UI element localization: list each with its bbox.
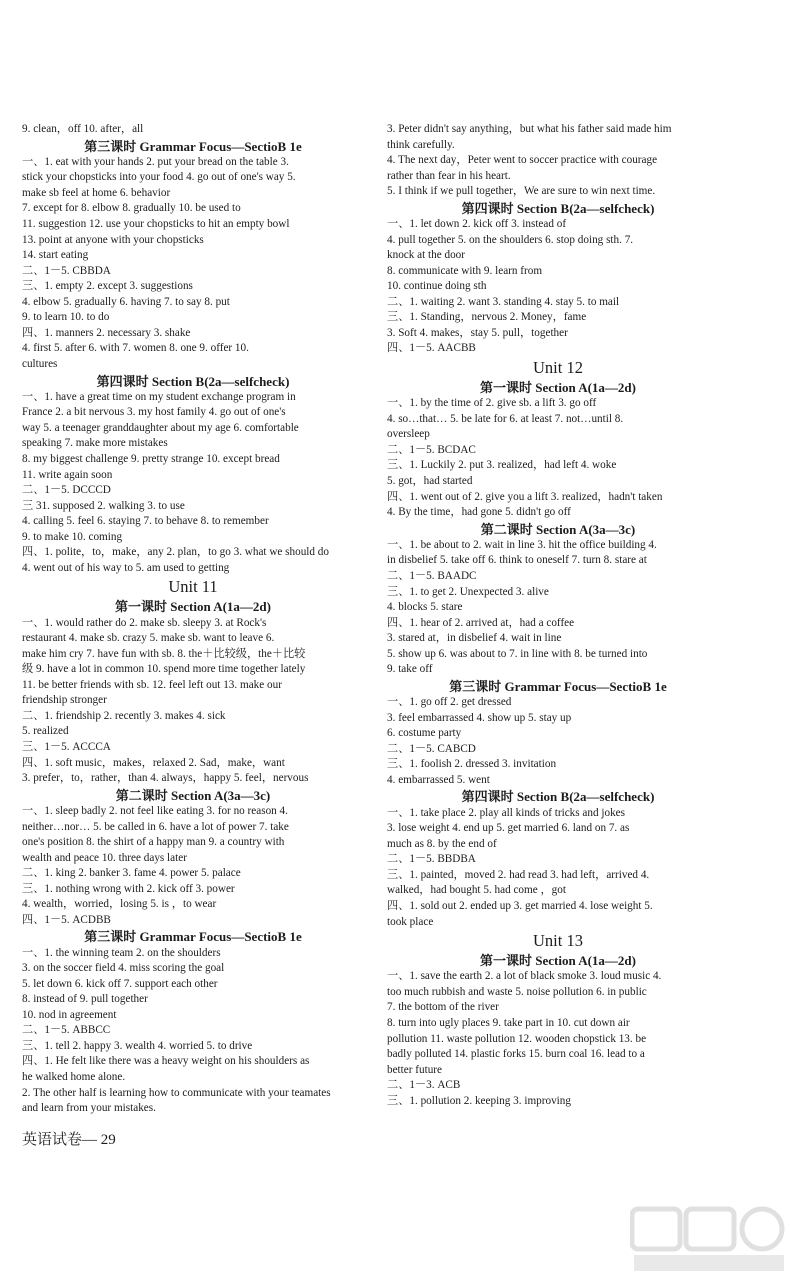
answer-line: 8. communicate with 9. learn from	[387, 264, 543, 277]
answer-line: in disbelief 5. take off 6. think to oneself 7. turn 8. stare at	[387, 554, 647, 567]
answer-line: cultures	[22, 357, 58, 370]
answer-line: way 5. a teenager granddaughter about my age 6. comfortable	[22, 421, 299, 434]
answer-line: 四、1. manners 2. necessary 3. shake	[22, 326, 191, 339]
answer-line: 3. feel embarrassed 4. show up 5. stay up	[387, 711, 572, 724]
answer-line: 一、1. save the earth 2. a lot of black smoke 3. loud music 4.	[387, 970, 662, 983]
answer-line: 11. be better friends with sb. 12. feel left out 13. make our	[22, 678, 282, 691]
answer-line: 一、1. eat with your hands 2. put your bread on the table 3.	[22, 155, 289, 168]
answer-line: 四、1－5. AACBB	[387, 342, 476, 355]
answer-line: 3. on the soccer field 4. miss scoring the goal	[22, 962, 225, 975]
answer-line: 8. instead of 9. pull together	[22, 993, 148, 1006]
answer-line: oversleep	[387, 428, 430, 441]
answer-line: 3. prefer，to，rather，than 4. always，happy 5. feel，nervous	[22, 772, 309, 785]
answer-line: 二、1. friendship 2. recently 3. makes 4. sick	[22, 709, 226, 722]
answer-line: friendship stronger	[22, 694, 107, 707]
answer-line: 9. take off	[387, 663, 433, 676]
unit-heading: Unit 13	[533, 931, 583, 951]
answer-line: 二、1－5. DCCCD	[22, 484, 111, 497]
answer-line: make sb feel at home 6. behavior	[22, 186, 171, 199]
answer-line: 14. start eating	[22, 249, 89, 262]
answer-column-right	[387, 122, 729, 1109]
answer-line: 三、1. to get 2. Unexpected 3. alive	[387, 585, 549, 598]
answer-line: 11. suggestion 12. use your chopsticks to hit an empty bowl	[22, 218, 290, 231]
answer-line: 一、1. sleep badly 2. not feel like eating 3. for no reason 4.	[22, 804, 288, 817]
answer-line: 4. wealth，worried，losing 5. is ，to wear	[22, 898, 217, 911]
answer-line: 2. The other half is learning how to communicate with your teamates	[22, 1086, 331, 1099]
answer-line: 一、1. the winning team 2. on the shoulders	[22, 946, 221, 959]
answer-line: wealth and peace 10. three days later	[22, 851, 187, 864]
answer-line: 二、1－3. ACB	[387, 1079, 461, 1092]
answer-line: 三、1. nothing wrong with 2. kick off 3. power	[22, 882, 235, 895]
lesson-heading: 第三课时 Grammar Focus—SectioB 1e	[84, 929, 302, 945]
unit-heading: Unit 11	[168, 577, 218, 597]
answer-line: speaking 7. make more mistakes	[22, 437, 168, 450]
answer-line: 5. got，had started	[387, 474, 473, 487]
answer-line: 3. Peter didn't say anything，but what his father said made him	[387, 123, 672, 135]
answer-column-left	[22, 122, 364, 1117]
answer-line: took place	[387, 915, 434, 928]
answer-line: stick your chopsticks into your food 4. go out of one's way 5.	[22, 171, 296, 184]
answer-line: 5. show up 6. was about to 7. in line with 8. be turned into	[387, 647, 648, 660]
lesson-heading: 第四课时 Section B(2a—selfcheck)	[461, 789, 655, 805]
answer-line: 10. nod in agreement	[22, 1008, 117, 1021]
lesson-heading: 第三课时 Grammar Focus—SectioB 1e	[449, 678, 667, 694]
answer-line: 5. I think if we pull together，We are sure to win next time.	[387, 185, 656, 198]
answer-line: 3. Soft 4. makes，stay 5. pull，together	[387, 326, 568, 339]
answer-line: 三、1. tell 2. happy 3. wealth 4. worried 5. to drive	[22, 1039, 253, 1052]
answer-line: make him cry 7. have fun with sb. 8. the＋比较级，the＋比较	[22, 647, 306, 660]
answer-line: France 2. a bit nervous 3. my host family 4. go out of one's	[22, 406, 286, 419]
answer-line: 8. turn into ugly places 9. take part in 10. cut down air	[387, 1017, 630, 1030]
answer-line: walked，had bought 5. had come ，got	[387, 884, 566, 897]
answer-line: 5. realized	[22, 725, 69, 738]
answer-line: 四、1. sold out 2. ended up 3. get married 4. lose weight 5.	[387, 900, 653, 912]
answer-line: 4. blocks 5. stare	[387, 601, 463, 614]
answer-line: 4. calling 5. feel 6. staying 7. to behave 8. to remember	[22, 515, 269, 528]
answer-line: 4. By the time，had gone 5. didn't go off	[387, 506, 571, 519]
answer-line: 4. The next day，Peter went to soccer practice with courage	[387, 154, 658, 167]
lesson-heading: 第三课时 Grammar Focus—SectioB 1e	[84, 138, 302, 154]
answer-line: 四、1. polite，to，make，any 2. plan，to go 3. what we should do	[22, 546, 329, 559]
answer-line: 三、1. Standing，nervous 2. Money，fame	[387, 311, 587, 324]
answer-line: much as 8. by the end of	[387, 837, 497, 850]
answer-line: 二、1－5. BAADC	[387, 570, 477, 583]
lesson-heading: 第四课时 Section B(2a—selfcheck)	[96, 373, 290, 389]
answer-line: 4. went out of his way to 5. am used to getting	[22, 561, 230, 574]
answer-line: rather than fear in his heart.	[387, 169, 511, 182]
answer-line: 一、1. let down 2. kick off 3. instead of	[387, 218, 567, 231]
answer-line: 四、1. soft music，makes，relaxed 2. Sad，make，want	[22, 756, 285, 769]
answer-line: and learn from your mistakes.	[22, 1102, 156, 1115]
answer-line: 二、1－5. CBBDA	[22, 264, 111, 277]
answer-line: 三、1. painted，moved 2. had read 3. had left，arrived 4.	[387, 868, 650, 881]
answer-line: badly polluted 14. plastic forks 15. burn coal 16. lead to a	[387, 1048, 645, 1061]
answer-line: 三、1. pollution 2. keeping 3. improving	[387, 1094, 571, 1107]
answer-line: 10. continue doing sth	[387, 280, 487, 293]
answer-line: 三 31. supposed 2. walking 3. to use	[22, 499, 185, 512]
answer-line: better future	[387, 1063, 442, 1076]
answer-line: 二、1. king 2. banker 3. fame 4. power 5. palace	[22, 867, 241, 880]
answer-line: 一、1. would rather do 2. make sb. sleepy 3. at Rock's	[22, 616, 267, 629]
answer-line: 4. first 5. after 6. with 7. women 8. one 9. offer 10.	[22, 342, 249, 355]
answer-line: pollution 11. waste pollution 12. wooden chopstick 13. be	[387, 1032, 647, 1045]
answer-line: think carefully.	[387, 138, 455, 151]
answer-line: 13. point at anyone with your chopsticks	[22, 233, 204, 246]
answer-line: 二、1－5. BBDBA	[387, 853, 476, 866]
answer-line: 四、1－5. ACDBB	[22, 913, 111, 926]
answer-line: 四、1. went out of 2. give you a lift 3. realized，hadn't taken	[387, 490, 663, 503]
answer-line: 4. so…that… 5. be late for 6. at least 7. not…until 8.	[387, 412, 624, 425]
answer-line: 二、1－5. BCDAC	[387, 443, 476, 456]
answer-line: 一、1. have a great time on my student exchange program in	[22, 390, 296, 403]
answer-line: 三、1. empty 2. except 3. suggestions	[22, 280, 193, 293]
lesson-heading: 第四课时 Section B(2a—selfcheck)	[461, 200, 655, 216]
answer-line: 4. embarrassed 5. went	[387, 773, 490, 786]
answer-line: 11. write again soon	[22, 468, 113, 481]
lesson-heading: 第一课时 Section A(1a—2d)	[479, 379, 636, 395]
answer-line: 四、1. hear of 2. arrived at，had a coffee	[387, 616, 575, 629]
answer-line: too much rubbish and waste 5. noise pollution 6. in public	[387, 985, 647, 998]
answer-line: 二、1－5. ABBCC	[22, 1024, 111, 1037]
answer-line: 6. costume party	[387, 727, 462, 740]
answer-line: 一、1. be about to 2. wait in line 3. hit the office building 4.	[387, 538, 657, 551]
answer-line: 3. lose weight 4. end up 5. get married 6. land on 7. as	[387, 822, 630, 835]
answer-line: 3. stared at，in disbelief 4. wait in line	[387, 632, 562, 645]
lesson-heading: 第二课时 Section A(3a—3c)	[480, 521, 636, 537]
answer-line: knock at the door	[387, 249, 465, 262]
lesson-heading: 第一课时 Section A(1a—2d)	[479, 953, 636, 969]
answer-line: he walked home alone.	[22, 1071, 126, 1084]
watermark-logo	[630, 1205, 790, 1275]
answer-line: 三、1. Luckily 2. put 3. realized，had left 4. woke	[387, 459, 617, 472]
answer-line: 4. elbow 5. gradually 6. having 7. to say 8. put	[22, 295, 230, 308]
answer-line: 4. pull together 5. on the shoulders 6. stop doing sth. 7.	[387, 233, 634, 246]
answer-line: 四、1. He felt like there was a heavy weight on his shoulders as	[22, 1055, 310, 1068]
answer-line: 9. clean，off 10. after，all	[22, 123, 144, 135]
unit-heading: Unit 12	[533, 357, 583, 377]
answer-line: 9. to learn 10. to do	[22, 311, 110, 324]
answer-line: 7. except for 8. elbow 8. gradually 10. be used to	[22, 202, 241, 215]
answer-line: 8. my biggest challenge 9. pretty strange 10. except bread	[22, 452, 280, 465]
answer-line: 一、1. go off 2. get dressed	[387, 696, 512, 709]
answer-line: neither…nor… 5. be called in 6. have a lot of power 7. take	[22, 820, 289, 833]
answer-line: 级 9. have a lot in common 10. spend more time together lately	[22, 663, 306, 676]
answer-line: one's position 8. the shirt of a happy man 9. a country with	[22, 836, 285, 849]
answer-line: 7. the bottom of the river	[387, 1001, 499, 1014]
answer-line: 二、1. waiting 2. want 3. standing 4. stay 5. to mail	[387, 295, 620, 308]
lesson-heading: 第一课时 Section A(1a—2d)	[114, 599, 271, 615]
answer-line: 5. let down 6. kick off 7. support each other	[22, 977, 218, 990]
answer-line: 三、1. foolish 2. dressed 3. invitation	[387, 758, 557, 771]
answer-line: 一、1. take place 2. play all kinds of tricks and jokes	[387, 806, 625, 819]
page-footer: 英语试卷— 29	[22, 1132, 116, 1148]
answer-line: restaurant 4. make sb. crazy 5. make sb. want to leave 6.	[22, 632, 275, 645]
lesson-heading: 第二课时 Section A(3a—3c)	[115, 787, 271, 803]
answer-line: 二、1－5. CABCD	[387, 742, 476, 755]
answer-line: 三、1－5. ACCCA	[22, 741, 111, 754]
answer-line: 一、1. by the time of 2. give sb. a lift 3. go off	[387, 397, 597, 410]
answer-line: 9. to make 10. coming	[22, 530, 123, 543]
